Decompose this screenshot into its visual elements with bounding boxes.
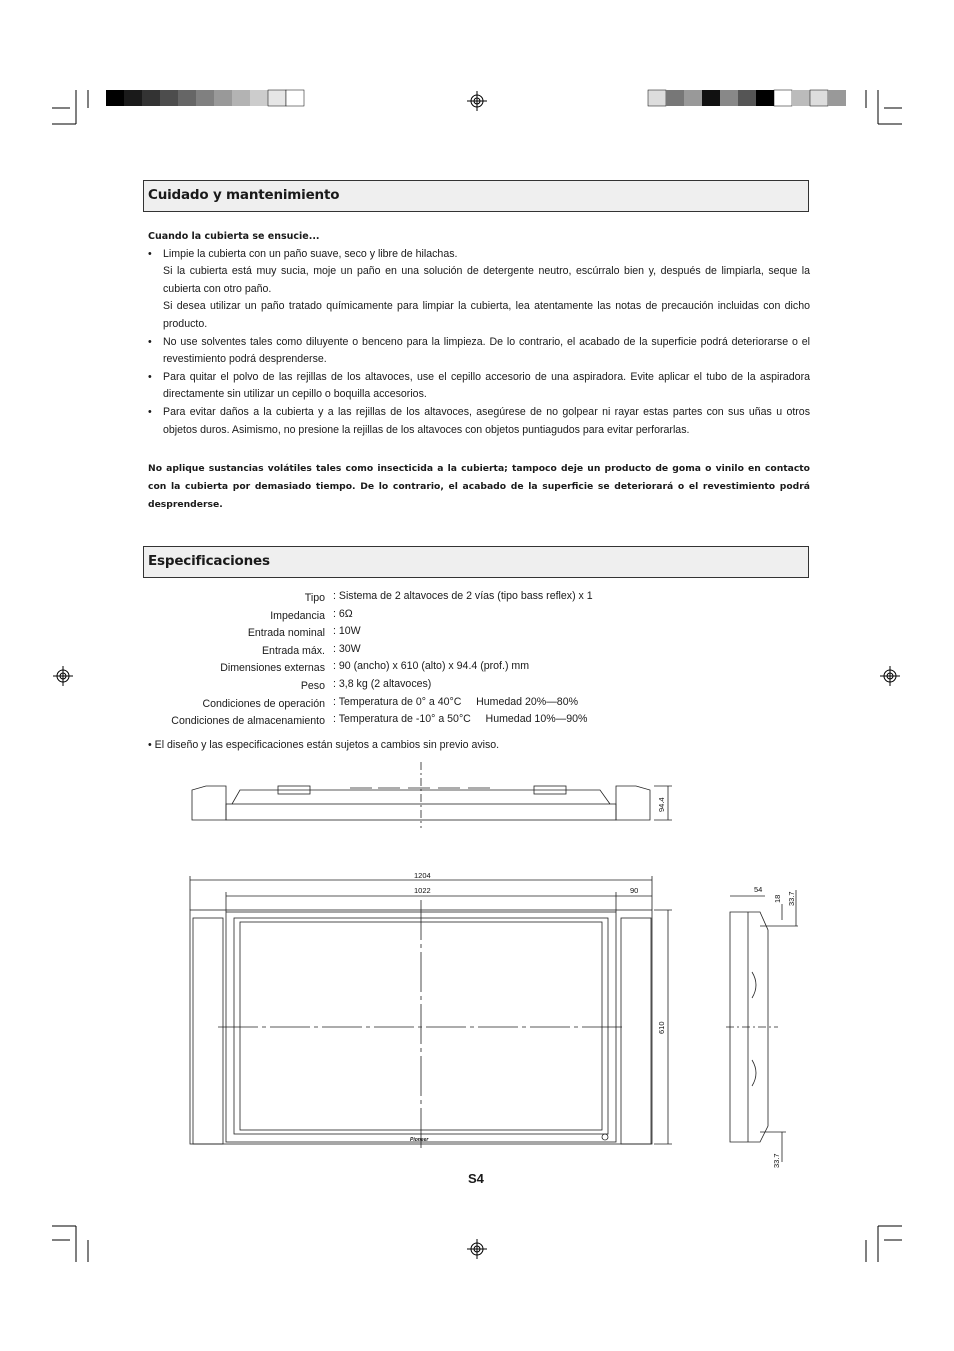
- spec-value: : 90 (ancho) x 610 (alto) x 94.4 (prof.) mm: [333, 660, 530, 673]
- dim-speaker-width: 90: [630, 886, 639, 895]
- dim-side-54: 54: [754, 885, 763, 894]
- care-paragraph: Limpie la cubierta con un paño suave, seco y libre de hilachas.: [163, 247, 458, 260]
- dim-height: 610: [657, 1021, 666, 1034]
- spec-label: Entrada nominal: [247, 627, 325, 640]
- specs-note: • El diseño y las especificaciones están sujetos a cambios sin previo aviso.: [148, 739, 500, 751]
- dim-side-18: 18: [773, 894, 782, 903]
- spec-value: : 10W: [333, 625, 361, 638]
- dim-side-bottom: 33.7: [772, 1153, 781, 1168]
- bullet: •: [148, 405, 152, 418]
- spec-value: : 3,8 kg (2 altavoces): [333, 677, 432, 690]
- dim-screen-width: 1022: [414, 886, 431, 895]
- care-section-title: Cuidado y mantenimiento: [148, 187, 340, 203]
- spec-label: Peso: [300, 679, 325, 692]
- spec-value: : Temperatura de -10° a 50°C Humedad 10%—90%: [333, 713, 588, 726]
- dim-total-width: 1204: [414, 871, 431, 880]
- care-paragraph: Si desea utilizar un paño tratado químicamente para limpiar la cubierta, lea atentamente las notas de precaución incluidas con dicho producto.: [163, 300, 810, 330]
- care-paragraph: No use solventes tales como diluyente o benceno para la limpieza. De lo contrario, el acabado de la superficie podrá deteriorarse o el revestimiento podrá desprenderse.: [163, 335, 810, 366]
- care-warning: No aplique sustancias volátiles tales como insecticida a la cubierta; tampoco deje un producto de goma o vinilo en contacto con la cubierta por demasiado tiempo. De lo contrario, el acabado de la superficie se deteriorará o el revestimiento podrá desprenderse.: [148, 463, 810, 510]
- dim-side-top: 33.7: [787, 891, 796, 906]
- bullet: •: [148, 370, 152, 383]
- care-paragraph: Para evitar daños a la cubierta y a las rejillas de los altavoces, asegúrese de no golpear ni rayar estas partes con sus uñas u otros objetos duros. Asimismo, no presione la rejillas de los altavoces con objetos puntiagudos para evitar perforarlas.: [163, 405, 810, 436]
- page-number: S4: [468, 1171, 484, 1186]
- specs-section-title: Especificaciones: [148, 553, 270, 569]
- dim-depth: 94.4: [657, 797, 666, 812]
- front-view: [190, 876, 672, 1150]
- top-view: [192, 762, 672, 828]
- spec-label: Dimensiones externas: [220, 662, 325, 675]
- spec-value: : Temperatura de 0° a 40°C Humedad 20%—80%: [333, 695, 579, 708]
- care-paragraph: Para quitar el polvo de las rejillas de los altavoces, use el cepillo accesorio de una aspiradora. Evite aplicar el tubo de la aspiradora directamente sin utilizar un cepillo o boquilla accesorios.: [163, 370, 810, 401]
- spec-value: : 6Ω: [333, 607, 353, 620]
- side-view: [726, 890, 798, 1162]
- spec-value: : 30W: [333, 642, 361, 655]
- spec-label: Condiciones de almacenamiento: [171, 715, 325, 728]
- bullet: •: [148, 247, 152, 260]
- spec-value: : Sistema de 2 altavoces de 2 vías (tipo bass reflex) x 1: [333, 590, 593, 602]
- spec-label: Entrada máx.: [261, 644, 325, 657]
- care-subtitle: Cuando la cubierta se ensucie...: [148, 231, 320, 242]
- brand-logo: Pioneer: [410, 1137, 429, 1143]
- spec-label: Tipo: [304, 592, 325, 604]
- care-paragraph: Si la cubierta está muy sucia, moje un paño en una solución de detergente neutro, escúrralo bien y, después de limpiarla, seque la cubierta con otro paño.: [163, 265, 810, 295]
- spec-label: Condiciones de operación: [202, 697, 325, 710]
- spec-label: Impedancia: [270, 609, 325, 622]
- bullet: •: [148, 335, 152, 348]
